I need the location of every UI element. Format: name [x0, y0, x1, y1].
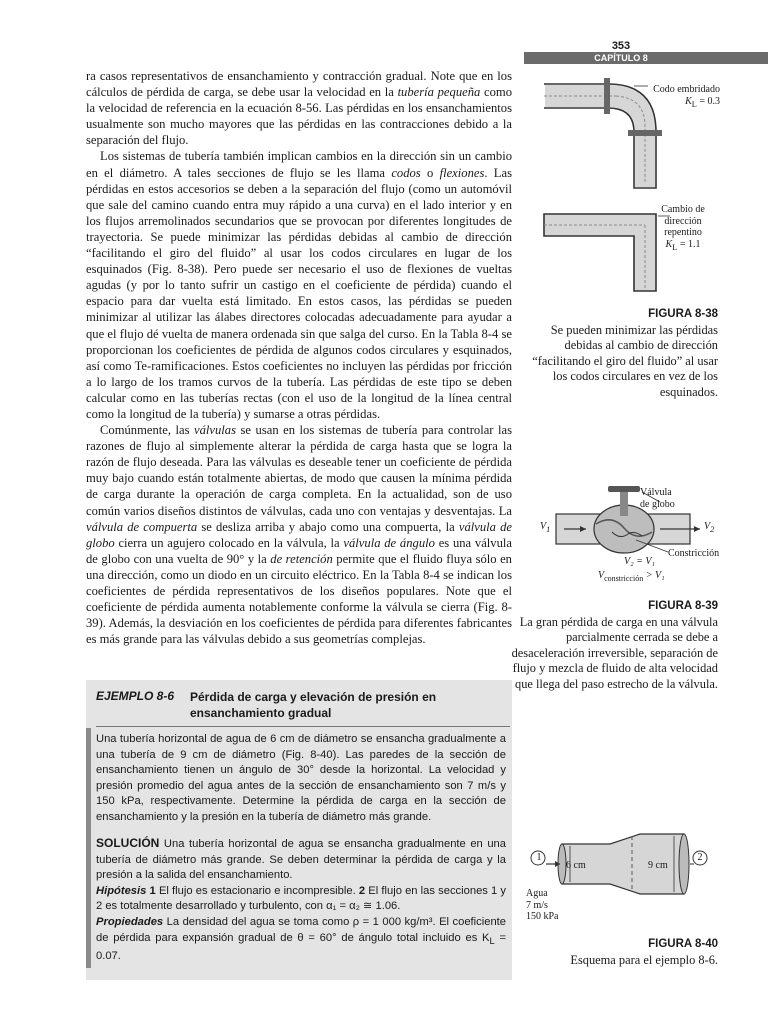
valve-label-line2: de globo	[640, 498, 675, 510]
hypothesis-number-2: 2	[358, 884, 366, 897]
example-heading	[96, 689, 506, 721]
hypothesis-text-2: El flujo en las secciones 1 y 2 es totalmente desarrollado y turbulento, con α₁ = α₂ ≅ 1.06.	[96, 884, 507, 913]
example-problem-text: Una tubería horizontal de agua de 6 cm de diámetro se ensancha gradualmente a una tubería de 9 cm de diámetro (Fig. 8-40). Las paredes de la sección de ensanchamiento tienen un ángulo de 30° desde la horizontal. La velocidad y presión promedio del agua antes de la sección de ensanchamiento son 7 m/s y 150 kPa, respectivamente. Determine la pérdida de carga en la sección de ensanchamiento y la presión en la tubería de diámetro más grande.	[96, 733, 506, 823]
text-run: es una válvula de globo con una vuelta de 90° y la	[86, 535, 512, 566]
figure-8-40-caption: Esquema para el ejemplo 8-6.	[570, 953, 718, 967]
constriction-label: Constricción	[668, 548, 720, 559]
italic-term: válvulas	[194, 423, 237, 438]
elbow-k-sub: L	[691, 99, 697, 109]
elbow-label-line1: Codo embridado	[653, 84, 720, 95]
sharp-turn-label-line2: dirección	[664, 215, 702, 227]
v1-label	[540, 521, 550, 536]
large-diameter: 9 cm	[648, 860, 668, 871]
sharp-turn-label-line1: Cambio de	[661, 204, 705, 215]
eq2-sub: constricción	[604, 574, 644, 583]
node-1: 1	[536, 852, 542, 863]
v1-letter: V	[540, 521, 547, 532]
elbow-k-value: = 0.3	[696, 95, 720, 107]
velocity-label: 7 m/s	[526, 899, 548, 911]
eq2-letter: V	[598, 570, 605, 581]
sharp-turn-pipe	[544, 214, 656, 291]
hypothesis-label: Hipótesis	[96, 884, 147, 897]
paragraph-3	[86, 422, 512, 647]
sharp-turn-label-line3: repentino	[664, 227, 702, 238]
hypothesis-paragraph	[96, 884, 506, 915]
text-run: ra casos representativos de ensanchamiento y contracción gradual. Note que en los cálculos de pérdida de carga, se debe usar la velocidad en la	[86, 69, 512, 100]
figure-8-38-title: FIGURA 8-38	[648, 308, 718, 320]
valve-label	[640, 487, 700, 510]
velocity-equation-2	[598, 570, 665, 585]
sharp-k-value: = 1.1	[677, 238, 701, 250]
italic-term: de retención	[270, 551, 333, 566]
valve-handwheel	[608, 486, 640, 492]
hypothesis-text-1: El flujo es estacionario e incompresible.	[158, 884, 356, 897]
figure-8-39-caption: La gran pérdida de carga en una válvula parcialmente cerrada se debe a desaceleración irreversible, separación de flujo y mezcla de fluido de alta velocidad que llega del paso estrecho de la válvula.	[511, 615, 718, 691]
text-run: . Las pérdidas en estos accesorios se deben a la separación del flujo (como un automóvil que sale del camino cuando entra muy rápido a una curva) en el lado interior y en los flujos arremolinados secundarios que se provocan por diferentes longitudes de trayectoria. Se puede minimizar las pérdidas debidas al cambio de dirección “facilitando el giro del fluido” al usar los codos circulares en lugar de los esquinados (Fig. 8-38). Pero puede ser necesario el uso de flexiones de vueltas agudas (y por lo tanto sufrir un castigo en el coeficiente de pérdida) cuando el espacio para dar vuelta está limitado. En estos casos, las pérdidas se pueden minimizar al utilizar las álabes directores colocadas adecuadamente para ayudar a que el flujo dé vuelta de manera ordenada sin que salga del curso. En la Tabla 8-4 se proporcionan los coeficientes de pérdida de algunos codos circulares y esquinados, así como Te-ramificaciones. Estos coeficientes no incluyen las pérdidas por fricción a lo largo de los tramos curvos de la tubería. Las pérdidas de este tipo se deben calcular como en las tuberías rectas (con el uso de la longitud de la línea central como la longitud de la tubería) y sumarse a otras pérdidas.	[86, 165, 512, 421]
text-run: se usan en los sistemas de tubería para controlar las razones de flujo al simplemente alterar la pérdida de carga hasta que se logra la razón de flujo deseada. Para las válvulas es deseable tener un coeficiente de pérdida muy bajo cuando están totalmente abiertas, de modo que causen la mínima pérdida de carga durante la operación de carga completa. En la actualidad, son de uso común varios diseños distintos de válvulas, cada uno con ventajas y desventajas. La	[86, 423, 512, 518]
properties-paragraph	[96, 915, 506, 965]
valve-stem	[620, 490, 628, 516]
text-run: cierra un agujero colocado en la válvula, la	[114, 535, 344, 550]
main-text	[86, 68, 512, 647]
v1-sub: 1	[546, 525, 551, 534]
example-side-bar	[86, 728, 91, 968]
v2-label	[704, 521, 714, 536]
fluid-label: Agua	[526, 888, 548, 899]
v2-letter: V	[704, 521, 711, 532]
paragraph-1	[86, 68, 512, 148]
elbow-label	[620, 84, 720, 110]
chapter-label: CAPÍTULO 8	[594, 53, 648, 63]
properties-text: La densidad del agua se toma como ρ = 1 000 kg/m³. El coeficiente de pérdida para expansión gradual de θ = 60° de ángulo total incluido es K	[96, 915, 507, 944]
node-2: 2	[697, 852, 703, 863]
example-problem	[96, 732, 506, 826]
example-solution	[96, 836, 506, 965]
velocity-equation-1: V₂ = V₁	[624, 556, 655, 567]
italic-term: codos	[391, 165, 421, 180]
example-label: EJEMPLO 8-6	[96, 689, 175, 703]
sharp-k: K	[665, 238, 673, 250]
properties-label: Propiedades	[96, 915, 164, 928]
sharp-k-sub: L	[672, 242, 678, 252]
example-title: Pérdida de carga y elevación de presión en ensanchamiento gradual	[190, 690, 437, 720]
example-rule	[96, 726, 510, 727]
pressure-label: 150 kPa	[526, 911, 559, 922]
text-run: permite que el fluido fluya sólo en una dirección, como un diodo en un circuito eléctrico. En la Tabla 8-4 se indican los coeficientes de pérdida representativos de los diseños populares. Note que el coeficiente de pérdida aumenta notablemente conforme la válvula se cierra (Fig. 8-39). Además, la desviación en los coeficientes de pérdida para diferentes fabricantes es más grande para las válvulas debido a sus geometrías complejas.	[86, 551, 512, 647]
pipe-outlet	[679, 834, 689, 894]
inlet-conditions	[526, 888, 586, 923]
properties-sub: L	[489, 935, 495, 946]
text-run: se desliza arriba y abajo como una compuerta, la	[197, 519, 459, 534]
v2-sub: 2	[710, 525, 715, 534]
text-run: Comúnmente, las	[100, 423, 195, 438]
page-number: 353	[611, 40, 631, 52]
italic-term: válvula de globo	[86, 519, 512, 550]
small-diameter: 6 cm	[566, 860, 586, 871]
elbow-flange-1	[604, 78, 610, 114]
text-run: Los sistemas de tubería también implican cambios en la dirección sin un cambio en el diámetro. A tales secciones de flujo se les llama	[86, 149, 512, 180]
arrow-out-head	[694, 526, 700, 532]
solution-text: Una tubería horizontal de agua se ensancha gradualmente en una tubería de diámetro más grande. Se deben determinar la pérdida de carga y la presión a la salida del ensanchamiento.	[96, 838, 506, 882]
sharp-turn-label	[648, 204, 718, 253]
hypothesis-number-1: 1	[149, 884, 156, 897]
italic-term: válvula de compuerta	[86, 519, 198, 534]
valve-label-line1: Válvula	[640, 487, 672, 498]
properties-end: = 0.07.	[96, 931, 506, 963]
eq2-end: > V₁	[643, 570, 665, 581]
italic-term: flexiones	[439, 165, 485, 180]
figure-8-39-title: FIGURA 8-39	[648, 600, 718, 612]
solution-label: SOLUCIÓN	[96, 836, 160, 850]
text-run: o	[420, 165, 440, 180]
elbow-flange-2	[628, 130, 662, 136]
elbow-k: K	[685, 95, 692, 107]
paragraph-2	[86, 148, 512, 422]
figure-8-38-caption: Se pueden minimizar las pérdidas debidas al cambio de dirección “facilitando el giro del fluido” al usar los codos circulares en vez de los esquinados.	[532, 323, 718, 399]
sharp-turn-label-line4	[648, 239, 718, 254]
solution-paragraph	[96, 836, 506, 884]
italic-term: tubería pequeña	[397, 85, 481, 100]
italic-term: válvula de ángulo	[343, 535, 435, 550]
text-run: como la velocidad de referencia en la ecuación 8-56. Las pérdidas en los ensanchamientos usualmente son mucho mayores que las pérdidas en las contracciones debido a la separación del flujo.	[86, 85, 512, 148]
figure-8-40-title: FIGURA 8-40	[648, 938, 718, 950]
elbow-label-line2	[620, 96, 720, 111]
